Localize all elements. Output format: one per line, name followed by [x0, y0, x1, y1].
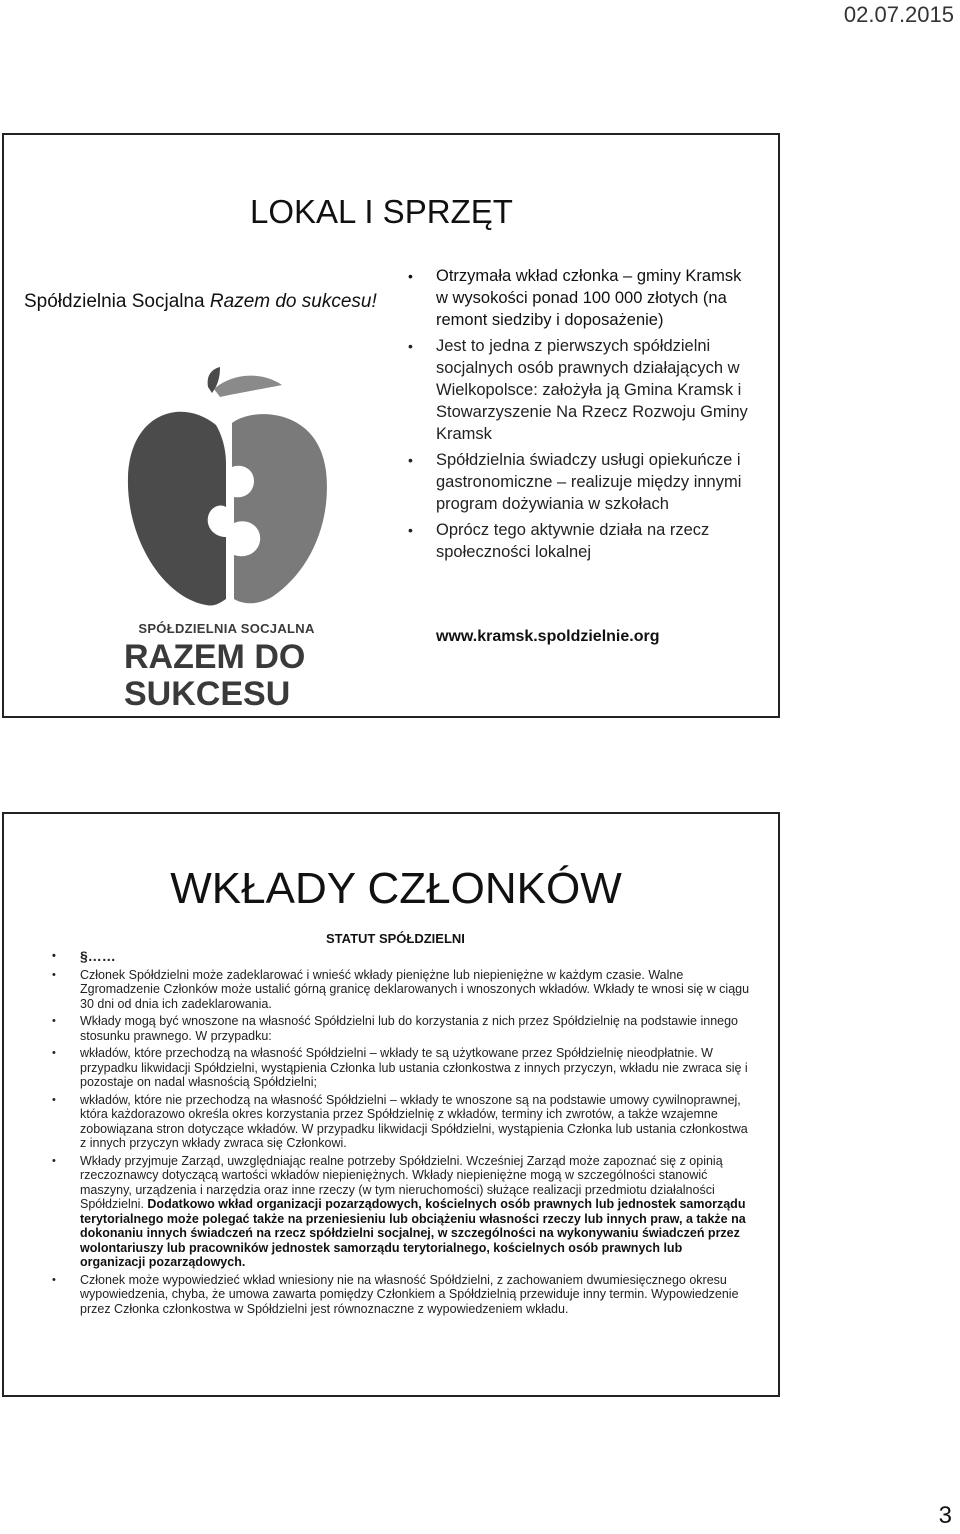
apple-puzzle-logo-icon — [122, 367, 330, 617]
section-mark: • §…… — [50, 949, 750, 964]
statute-item: • wkładów, które nie przechodzą na własność Spółdzielni – wkłady te wnoszone są na podstawie umowy cywilnoprawnej, która każdorazowo określa okres korzystania przez Spółdzielnię z wkładów, terminy ich zwrotów, a także wzajemne zobowiązana stron dotyczące wkładów. W przypadku likwidacji Spółdzielni, wystąpienia Członka lub ustania członkostwa z innych przyczyn wkłady zwraca się Członkowi. — [50, 1093, 750, 1151]
statute-item-text: Wkłady przyjmuje Zarząd, uwzględniając realne potrzeby Spółdzielni. Wcześniej Zarząd może zapoznać się z opinią rzeczoznawcy dotyczącą wartości wkładów niepieniężnych. Wkłady niepieniężne mogą w szczególności stanowić maszyny, urządzenia i narzędzia oraz inne rzeczy (w tym nieruchomości) służące realizacji przedmiotu działalności Spółdzielni. — [80, 1153, 723, 1211]
slide2-subtitle: STATUT SPÓŁDZIELNI — [326, 931, 465, 946]
slide-lokal-i-sprzet — [2, 133, 780, 718]
statute-item: • Członek Spółdzielni może zadeklarować i wnieść wkłady pieniężne lub niepieniężne w każdym czasie. Walne Zgromadzenie Członków może ustalić górną granicę deklarowanych i wnoszonych wkładów. Wkłady te wnosi się w ciągu 30 dni od dnia ich zadeklarowania. — [50, 968, 750, 1012]
statute-item-bold-text: Dodatkowo wkład organizacji pozarządowych, kościelnych osób prawnych lub jednostek samorządu terytorialnego może polegać także na przeniesieniu lub obciążeniu własności rzeczy lub innych praw, a także na dokonaniu innych świadczeń na rzecz spółdzielni socjalnej, w szczególności na wykonywaniu świadczeń przez wolontariuszy lub pracowników jednostek samorządu terytorialnego, kościelnych osób prawnych lub organizacji pozarządowych. — [80, 1197, 746, 1269]
statute-item: • wkładów, które przechodzą na własność Spółdzielni – wkłady te są użytkowane przez Spółdzielnię nieodpłatnie. W przypadku likwidacji Spółdzielni, wystąpienia Członka lub ustania członkostwa z innych przyczyn, wkładu nie zwraca się i pozostaje on nadal własnością Spółdzielni; — [50, 1046, 750, 1090]
statute-item: • Wkłady mogą być wnoszone na własność Spółdzielni lub do korzystania z nich przez Spółdzielnię na podstawie innego stosunku prawnego. W przypadku: — [50, 1014, 750, 1043]
logo-text-line3: SUKCESU — [124, 675, 291, 713]
organization-label — [24, 291, 377, 313]
page-number: 3 — [938, 1502, 952, 1529]
slide1-title: LOKAL I SPRZĘT — [250, 193, 513, 230]
slide1-bullet: • Spółdzielnia świadczy usługi opiekuńcze i gastronomiczne – realizuje między innymi program dożywiania w szkołach — [408, 449, 748, 515]
slide2-title: WKŁADY CZŁONKÓW — [170, 864, 622, 913]
slide1-bullet: • Oprócz tego aktywnie działa na rzecz społeczności lokalnej — [408, 519, 748, 563]
organization-label-italic: Razem do sukcesu! — [209, 291, 377, 312]
slide1-bullet-list — [408, 265, 748, 567]
header-date: 02.07.2015 — [843, 2, 954, 27]
logo-text-line1: SPÓŁDZIELNIA SOCJALNA — [138, 621, 315, 636]
slide1-bullet: • Otrzymała wkład członka – gminy Kramsk w wysokości ponad 100 000 złotych (na remont siedziby i doposażenie) — [408, 265, 748, 331]
slide1-bullet: • Jest to jedna z pierwszych spółdzielni socjalnych osób prawnych działających w Wielkopolsce: założyła ją Gmina Kramsk i Stowarzyszenie Na Rzecz Rozwoju Gminy Kramsk — [408, 335, 748, 445]
slide2-bullet-list — [50, 949, 750, 1319]
statute-item — [50, 1154, 750, 1270]
logo-text-line2: RAZEM DO — [124, 638, 306, 676]
website-url: www.kramsk.spoldzielnie.org — [436, 628, 660, 645]
slide-wklady-czlonkow — [2, 812, 780, 1397]
statute-item: • Członek może wypowiedzieć wkład wniesiony nie na własność Spółdzielni, z zachowaniem dwumiesięcznego okresu wypowiedzenia, chyba, że umowa zawarta pomiędzy Członkiem a Spółdzielnią przewiduje inny termin. Wypowiedzenie przez Członka członkostwa w Spółdzielni jest równoznaczne z wypowiedzeniem wkładu. — [50, 1273, 750, 1317]
organization-label-prefix: Spółdzielnia Socjalna — [24, 291, 210, 312]
